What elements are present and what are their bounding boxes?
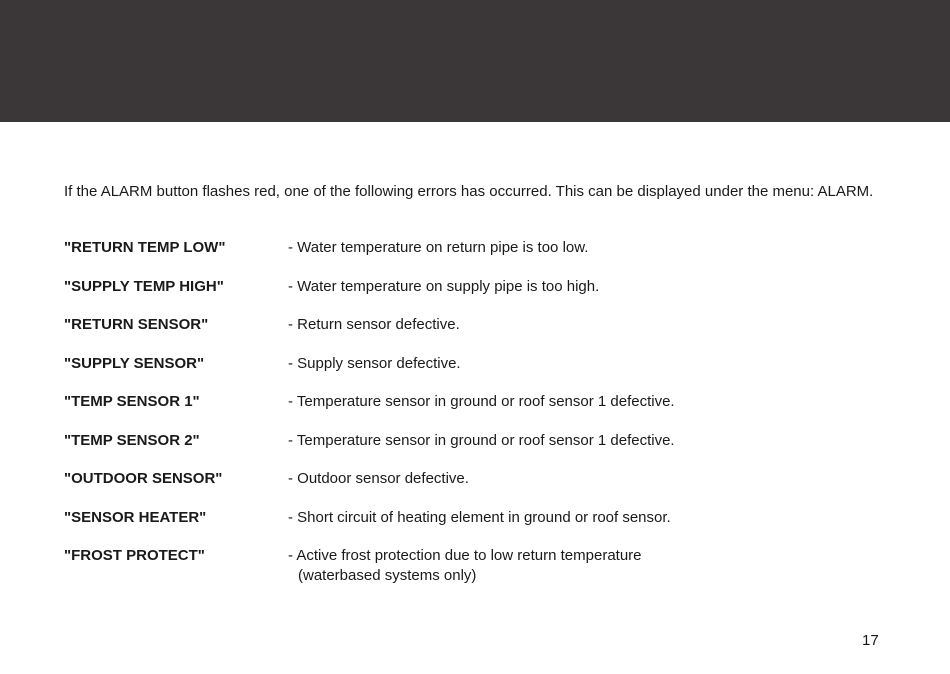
error-code: "OUTDOOR SENSOR": [64, 470, 223, 487]
error-row: [64, 238, 884, 277]
error-code: "SENSOR HEATER": [64, 508, 207, 526]
header-band: [0, 0, 950, 122]
error-description: [288, 277, 599, 297]
error-row: [64, 277, 884, 316]
error-description-text: - Outdoor sensor defective.: [288, 470, 469, 487]
error-description: [288, 431, 675, 451]
error-code: "RETURN SENSOR": [64, 316, 209, 333]
error-description: [288, 469, 469, 489]
error-description-continuation: (waterbased systems only): [298, 567, 477, 584]
error-description-text: - Temperature sensor in ground or roof sensor 1 defective.: [288, 431, 675, 449]
error-code: "SUPPLY SENSOR": [64, 354, 205, 372]
error-row: [64, 508, 884, 547]
error-description: [288, 238, 588, 258]
error-description-text: - Active frost protection due to low return temperature: [288, 547, 642, 564]
error-description-text: - Temperature sensor in ground or roof sensor 1 defective.: [288, 393, 675, 410]
error-description-text: - Supply sensor defective.: [288, 354, 461, 372]
error-row: [64, 315, 884, 354]
error-list: [64, 238, 884, 585]
error-code: "RETURN TEMP LOW": [64, 239, 226, 256]
error-description-text: - Water temperature on return pipe is too low.: [288, 239, 589, 256]
error-code: "SUPPLY TEMP HIGH": [64, 277, 224, 295]
error-row: [64, 431, 884, 470]
error-description: [288, 546, 642, 586]
error-code: "TEMP SENSOR 2": [64, 431, 200, 449]
intro-paragraph: If the ALARM button flashes red, one of the following errors has occurred. This can be displayed under the menu: ALARM.: [64, 183, 874, 200]
error-description-text: - Short circuit of heating element in ground or roof sensor.: [288, 508, 671, 526]
error-row: [64, 392, 884, 431]
error-row: [64, 354, 884, 393]
error-code: "FROST PROTECT": [64, 547, 205, 564]
error-description-text: - Water temperature on supply pipe is too high.: [288, 277, 600, 295]
error-description: [288, 392, 675, 412]
error-description-text: - Return sensor defective.: [288, 316, 460, 333]
error-row: [64, 546, 884, 585]
error-description: [288, 354, 461, 374]
page-number: 17: [862, 632, 879, 649]
error-row: [64, 469, 884, 508]
error-description: [288, 315, 460, 335]
error-description: [288, 508, 671, 528]
error-code: "TEMP SENSOR 1": [64, 393, 200, 410]
